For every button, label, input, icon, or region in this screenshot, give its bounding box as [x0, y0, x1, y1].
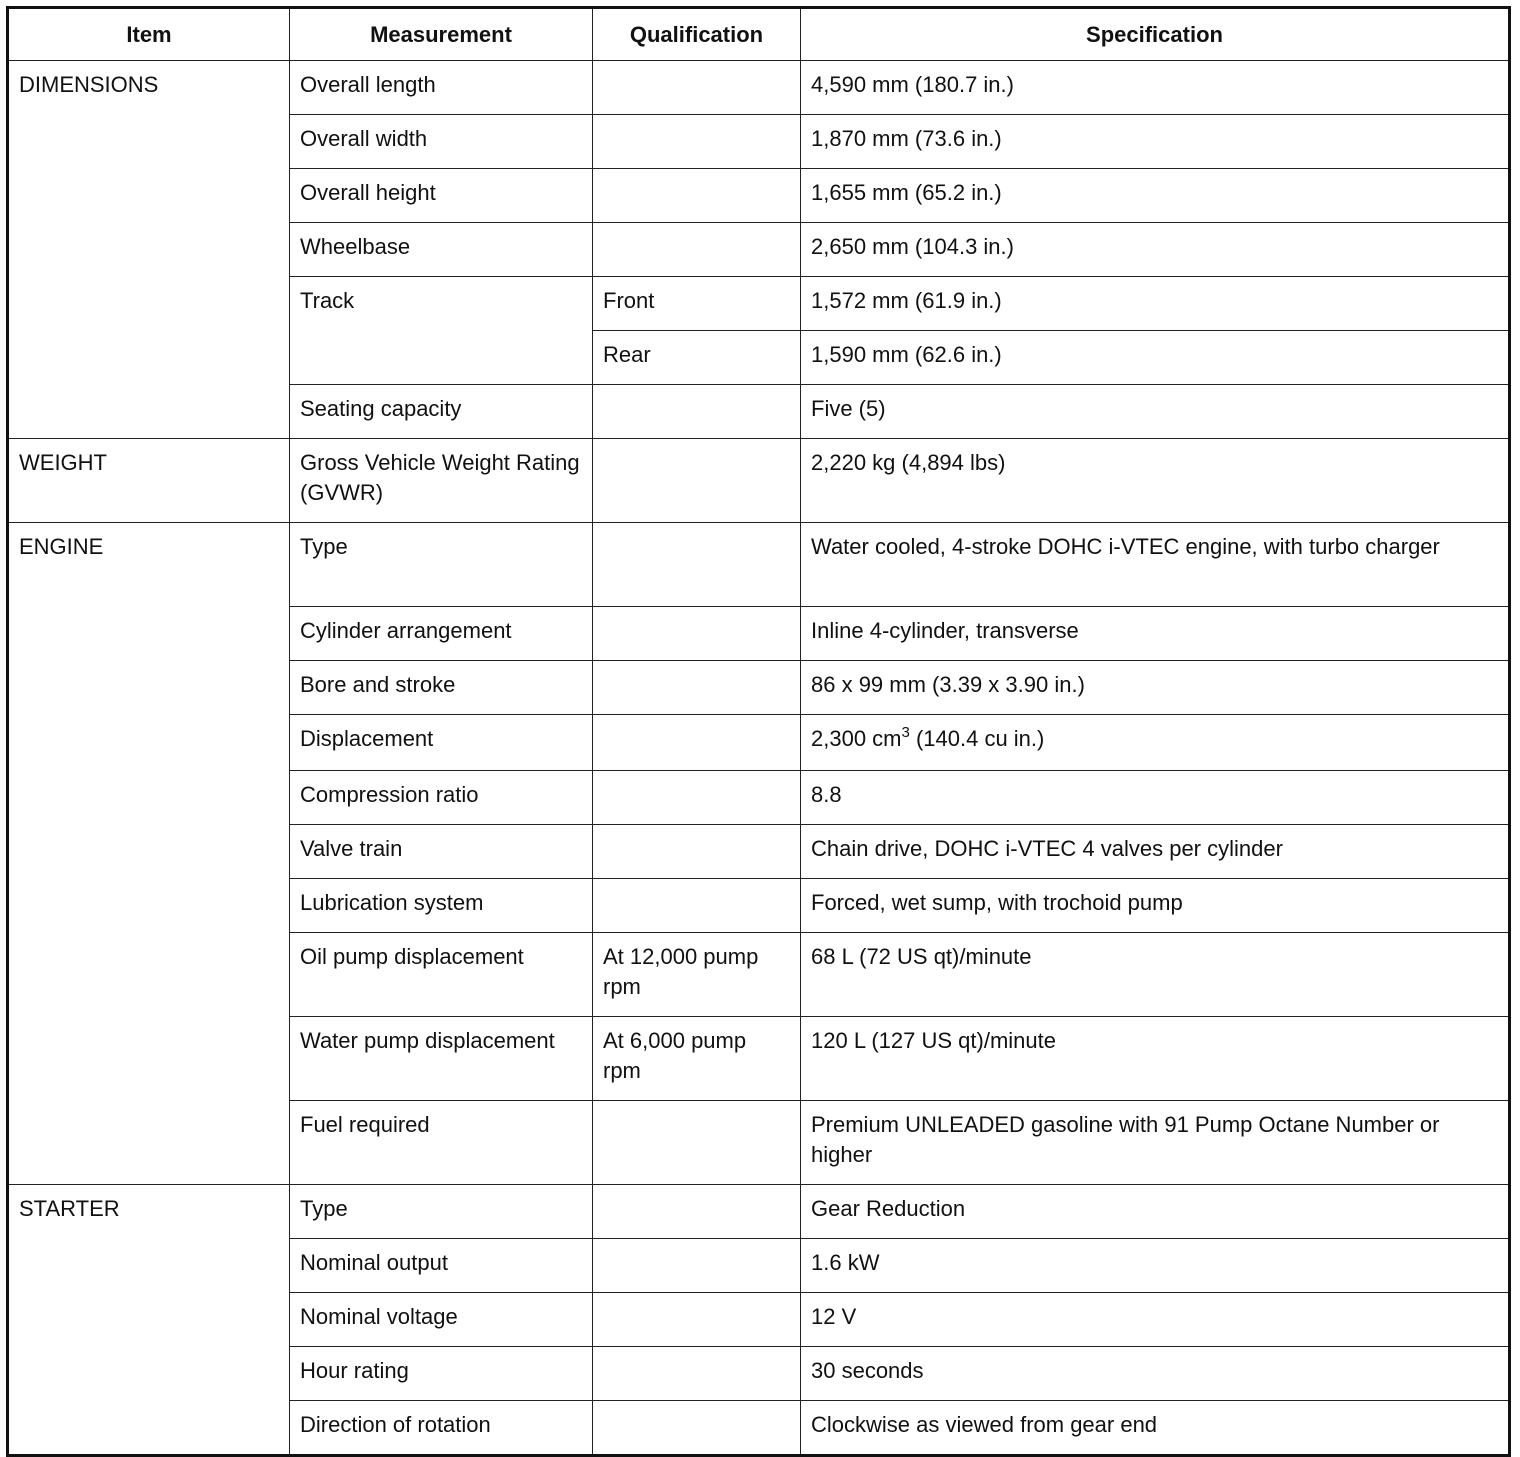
specification-cell: Inline 4-cylinder, transverse — [801, 607, 1510, 661]
specification-cell: 2,650 mm (104.3 in.) — [801, 223, 1510, 277]
cubic-superscript: 3 — [901, 724, 910, 741]
header-item: Item — [8, 8, 290, 61]
measurement-cell: Seating capacity — [290, 385, 593, 439]
header-measurement: Measurement — [290, 8, 593, 61]
specification-cell: 120 L (127 US qt)/minute — [801, 1017, 1510, 1101]
qualification-cell — [593, 169, 801, 223]
measurement-cell: Gross Vehicle Weight Rating (GVWR) — [290, 439, 593, 523]
qualification-cell: At 12,000 pump rpm — [593, 933, 801, 1017]
table-row — [8, 523, 1510, 607]
header-row — [8, 8, 1510, 61]
measurement-cell: Displacement — [290, 715, 593, 771]
specification-cell: Water cooled, 4-stroke DOHC i-VTEC engine, with turbo charger — [801, 523, 1510, 607]
item-dimensions: DIMENSIONS — [8, 61, 290, 439]
measurement-cell: Track — [290, 277, 593, 385]
measurement-cell: Direction of rotation — [290, 1401, 593, 1456]
measurement-cell: Fuel required — [290, 1101, 593, 1185]
qualification-cell — [593, 715, 801, 771]
measurement-cell: Wheelbase — [290, 223, 593, 277]
specification-cell: 1,590 mm (62.6 in.) — [801, 331, 1510, 385]
specification-cell: Premium UNLEADED gasoline with 91 Pump Octane Number or higher — [801, 1101, 1510, 1185]
measurement-cell: Hour rating — [290, 1347, 593, 1401]
specification-cell: 1.6 kW — [801, 1239, 1510, 1293]
item-weight: WEIGHT — [8, 439, 290, 523]
qualification-cell — [593, 1185, 801, 1239]
measurement-cell: Oil pump displacement — [290, 933, 593, 1017]
qualification-cell — [593, 607, 801, 661]
header-qualification: Qualification — [593, 8, 801, 61]
qualification-cell: Front — [593, 277, 801, 331]
qualification-cell — [593, 1239, 801, 1293]
qualification-cell: Rear — [593, 331, 801, 385]
table-row — [8, 61, 1510, 115]
specification-cell: 30 seconds — [801, 1347, 1510, 1401]
qualification-cell — [593, 385, 801, 439]
qualification-cell — [593, 879, 801, 933]
specification-cell: 1,870 mm (73.6 in.) — [801, 115, 1510, 169]
qualification-cell: At 6,000 pump rpm — [593, 1017, 801, 1101]
qualification-cell — [593, 115, 801, 169]
qualification-cell — [593, 1101, 801, 1185]
measurement-cell: Type — [290, 1185, 593, 1239]
qualification-cell — [593, 523, 801, 607]
specification-cell: 1,572 mm (61.9 in.) — [801, 277, 1510, 331]
measurement-cell: Lubrication system — [290, 879, 593, 933]
specification-cell: 1,655 mm (65.2 in.) — [801, 169, 1510, 223]
displacement-value: 2,300 cm — [811, 726, 902, 751]
specification-cell: Forced, wet sump, with trochoid pump — [801, 879, 1510, 933]
qualification-cell — [593, 1347, 801, 1401]
qualification-cell — [593, 825, 801, 879]
table-row — [8, 1185, 1510, 1239]
specification-cell: 4,590 mm (180.7 in.) — [801, 61, 1510, 115]
specification-cell — [801, 715, 1510, 771]
measurement-cell: Bore and stroke — [290, 661, 593, 715]
measurement-cell: Compression ratio — [290, 771, 593, 825]
specification-cell: 8.8 — [801, 771, 1510, 825]
measurement-cell: Nominal output — [290, 1239, 593, 1293]
table-row — [8, 439, 1510, 523]
specification-cell: Five (5) — [801, 385, 1510, 439]
qualification-cell — [593, 439, 801, 523]
specification-cell: 12 V — [801, 1293, 1510, 1347]
specification-cell: 68 L (72 US qt)/minute — [801, 933, 1510, 1017]
measurement-cell: Overall width — [290, 115, 593, 169]
header-specification: Specification — [801, 8, 1510, 61]
measurement-cell: Water pump displacement — [290, 1017, 593, 1101]
specification-cell: Chain drive, DOHC i-VTEC 4 valves per cylinder — [801, 825, 1510, 879]
qualification-cell — [593, 1401, 801, 1456]
specification-cell: Gear Reduction — [801, 1185, 1510, 1239]
qualification-cell — [593, 61, 801, 115]
specifications-table — [6, 6, 1511, 1457]
qualification-cell — [593, 223, 801, 277]
item-engine: ENGINE — [8, 523, 290, 1185]
specification-cell: 2,220 kg (4,894 lbs) — [801, 439, 1510, 523]
measurement-cell: Type — [290, 523, 593, 607]
specification-cell: Clockwise as viewed from gear end — [801, 1401, 1510, 1456]
measurement-cell: Cylinder arrangement — [290, 607, 593, 661]
measurement-cell: Valve train — [290, 825, 593, 879]
displacement-imperial: (140.4 cu in.) — [909, 726, 1045, 751]
measurement-cell: Overall height — [290, 169, 593, 223]
item-starter: STARTER — [8, 1185, 290, 1456]
qualification-cell — [593, 771, 801, 825]
measurement-cell: Overall length — [290, 61, 593, 115]
specification-cell: 86 x 99 mm (3.39 x 3.90 in.) — [801, 661, 1510, 715]
qualification-cell — [593, 661, 801, 715]
measurement-cell: Nominal voltage — [290, 1293, 593, 1347]
qualification-cell — [593, 1293, 801, 1347]
